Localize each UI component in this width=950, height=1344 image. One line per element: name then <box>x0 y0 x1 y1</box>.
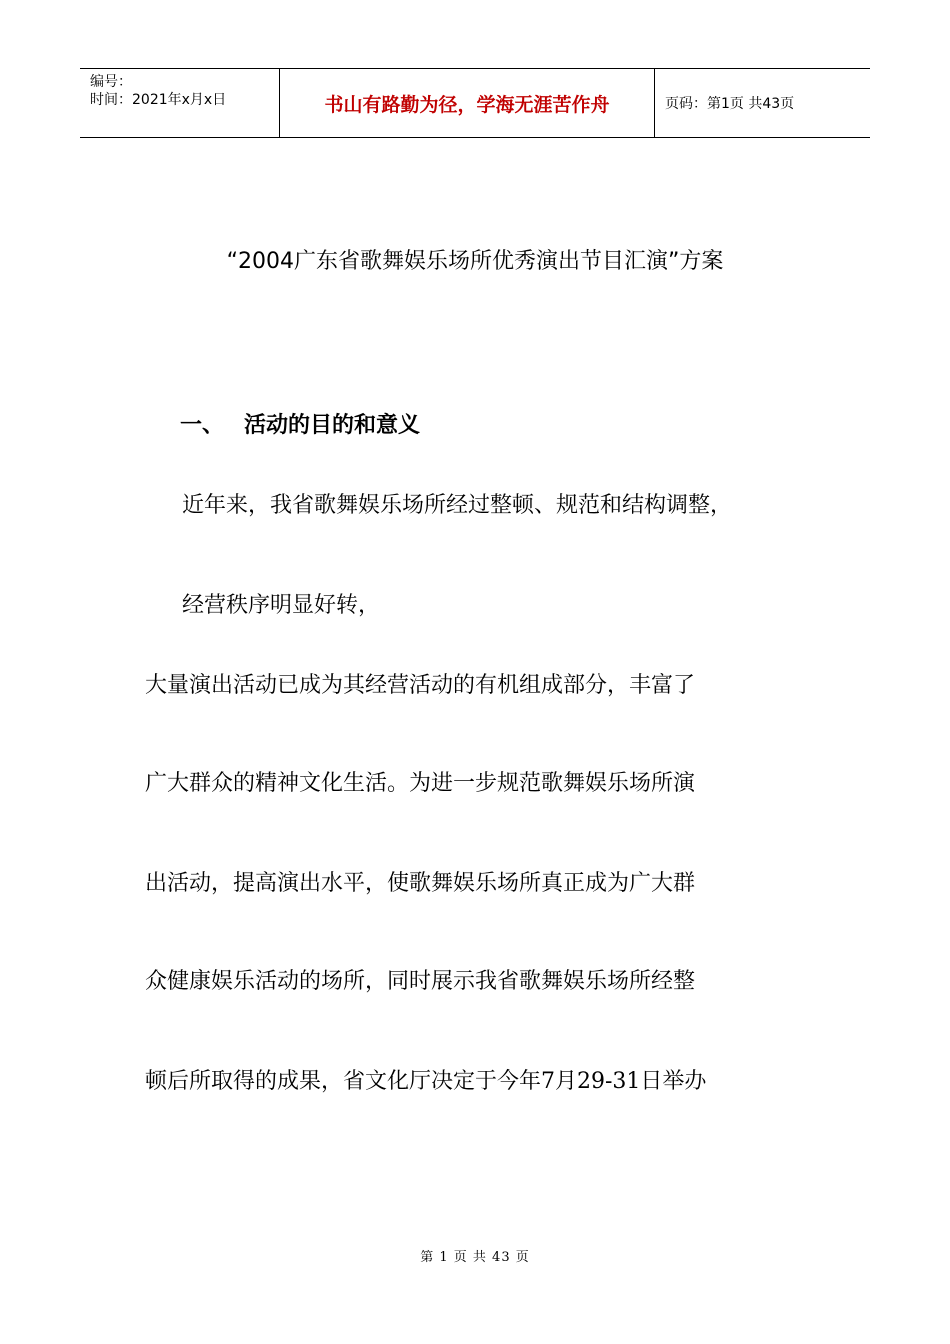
page-footer: 第 1 页 共 43 页 <box>420 1250 530 1265</box>
paragraph-line: 近年来，我省歌舞娱乐场所经过整顿、规范和结构调整， <box>182 493 733 518</box>
header-page-info: 页码：第1页 共43页 <box>665 96 795 112</box>
paragraph-line: 顿后所取得的成果，省文化厅决定于今年7月29-31日举办 <box>145 1069 707 1094</box>
document-title: “2004广东省歌舞娱乐场所优秀演出节目汇演”方案 <box>226 249 724 274</box>
paragraph-line: 经营秩序明显好转， <box>182 593 381 618</box>
paragraph-line: 众健康娱乐活动的场所，同时展示我省歌舞娱乐场所经整 <box>145 969 696 994</box>
section-heading <box>180 408 420 439</box>
document-date: 时间：2021年x月x日 <box>90 92 227 108</box>
section-number: 一、 <box>180 412 225 438</box>
paragraph-line: 大量演出活动已成为其经营活动的有机组成部分，丰富了 <box>145 673 696 698</box>
page-header <box>80 68 870 138</box>
paragraph-line: 广大群众的精神文化生活。为进一步规范歌舞娱乐场所演 <box>145 771 696 796</box>
section-title: 活动的目的和意义 <box>244 412 421 438</box>
header-meta <box>80 69 280 137</box>
paragraph-line: 出活动，提高演出水平，使歌舞娱乐场所真正成为广大群 <box>145 871 696 896</box>
document-number-label: 编号： <box>90 74 132 90</box>
header-motto: 书山有路勤为径，学海无涯苦作舟 <box>280 69 655 137</box>
